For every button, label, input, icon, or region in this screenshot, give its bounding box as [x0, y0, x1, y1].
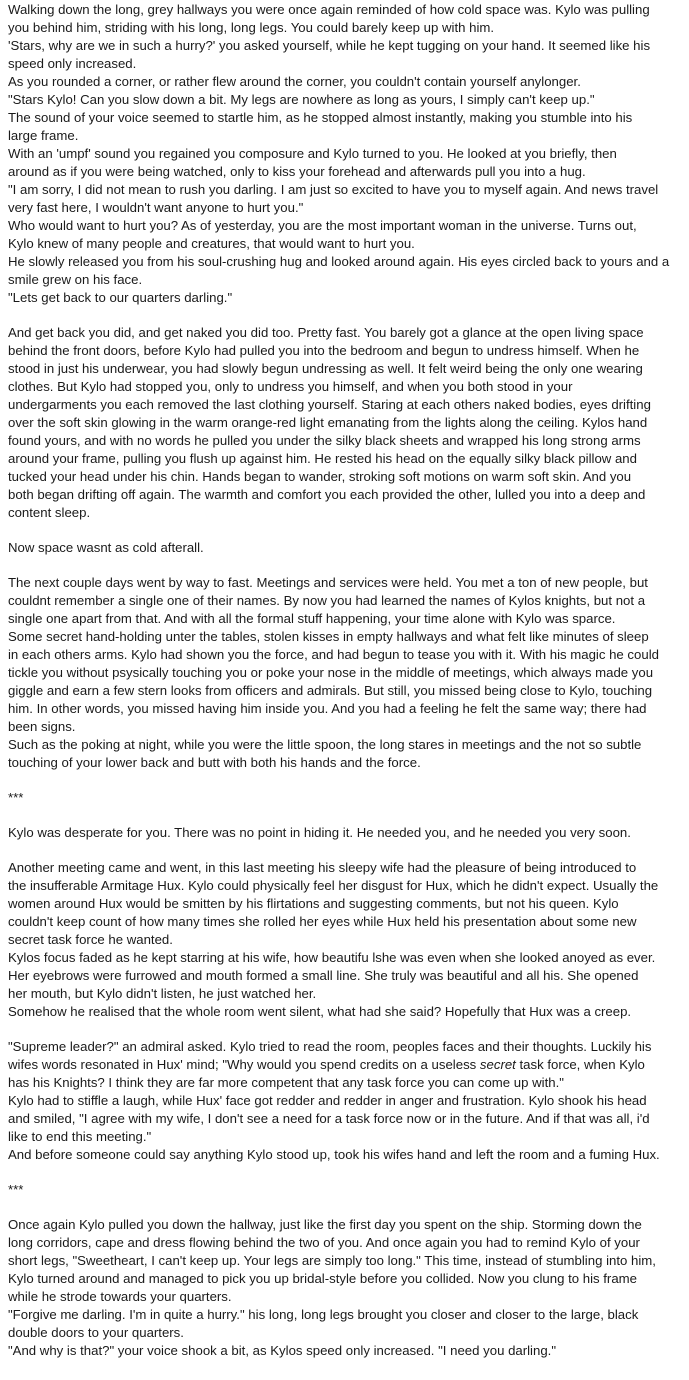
text-line: Another meeting came and went, in this last meeting his sleepy wife had the pleasure of being introduced to [8, 860, 637, 875]
text-line: Kylo turned around and managed to pick you up bridal-style before you collided. Now you clung to his frame [8, 1271, 637, 1286]
text-line: 'Stars, why are we in such a hurry?' you asked yourself, while he kept tugging on your hand. It seemed like his [8, 38, 651, 53]
text-line: Now space wasnt as cold afterall. [8, 540, 204, 555]
text-line: secret task force he wanted. [8, 932, 173, 947]
paragraph-gap [8, 1021, 684, 1038]
text-line: giggle and earn a few stern looks from officers and admirals. But still, you missed being close to Kylo, touching [8, 683, 653, 698]
text-line: long corridors, cape and dress flowing behind the two of you. And once again you had to remind Kylo of your [8, 1235, 640, 1250]
text-line: content sleep. [8, 505, 91, 520]
text-line: And get back you did, and get naked you did too. Pretty fast. You barely got a glance at the open living space [8, 325, 644, 340]
paragraph-gap [8, 772, 684, 789]
text-line: "I am sorry, I did not mean to rush you darling. I am just so excited to have you to myself again. And news travel [8, 182, 659, 197]
text-line: found yours, and with no words he pulled you under the silky black sheets and wrapped his long strong arms [8, 433, 641, 448]
text-line: And before someone could say anything Kylo stood up, took his wifes hand and left the room and a fuming Hux. [8, 1147, 660, 1162]
emphasis-text: secret [479, 1057, 516, 1072]
text-line: undergarments you each removed the last clothing yourself. Staring at each others naked bodies, eyes drifting [8, 397, 651, 412]
text-line: in each others arms. Kylo had shown you the force, and had begun to tease you with it. With his magic he could [8, 647, 659, 662]
text-line: the insufferable Armitage Hux. Kylo could physically feel her disgust for Hux, which he didn't expect. Usually the [8, 878, 659, 893]
text-line: Kylos focus faded as he kept starring at his wife, how beautifu lshe was even when she looked anoyed as ever. [8, 950, 656, 965]
text-line: double doors to your quarters. [8, 1325, 184, 1340]
text-line: single one apart from that. And with all the formal stuff happening, your time alone with Kylo was sparce. [8, 611, 616, 626]
paragraph-gap [8, 1199, 684, 1216]
section-separator: *** [8, 790, 24, 805]
text-line: "Lets get back to our quarters darling." [8, 290, 233, 305]
text-line: while he strode towards your quarters. [8, 1289, 232, 1304]
text-line: "Stars Kylo! Can you slow down a bit. My legs are nowhere as long as yours, I simply can't keep up." [8, 92, 595, 107]
text-line: Somehow he realised that the whole room went silent, what had she said? Hopefully that Hux was a creep. [8, 1004, 632, 1019]
text-line: With an 'umpf' sound you regained you composure and Kylo turned to you. He looked at you briefly, then [8, 146, 617, 161]
text-line: and smiled, "I agree with my wife, I don't see a need for a task force now or in the future. And if that was all, i'd [8, 1111, 650, 1126]
text-line: wifes words resonated in Hux' mind; "Why would you spend credits on a useless secret task force, when Kylo [8, 1057, 645, 1072]
paragraph-gap [8, 307, 684, 324]
paragraph-gap [8, 842, 684, 859]
text-line: Kylo was desperate for you. There was no point in hiding it. He needed you, and he needed you very soon. [8, 825, 631, 840]
text-line: has his Knights? I think they are far more competent that any task force you can come up with." [8, 1075, 564, 1090]
text-line: Such as the poking at night, while you were the little spoon, the long stares in meetings and the not so subtle [8, 737, 642, 752]
text-line: Some secret hand-holding unter the tables, stolen kisses in empty hallways and what felt like minutes of sleep [8, 629, 649, 644]
paragraph-gap [8, 557, 684, 574]
text-line: The next couple days went by way to fast. Meetings and services were held. You met a ton of new people, but [8, 575, 648, 590]
text-line: you behind him, striding with his long, long legs. You could barely keep up with him. [8, 20, 495, 35]
text-line: over the soft skin glowing in the warm orange-red light emanating from the lights along the ceiling. Kylos hand [8, 415, 648, 430]
text-line: short legs, "Sweetheart, I can't keep up. Your legs are simply too long." This time, instead of stumbling into him, [8, 1253, 656, 1268]
paragraph-gap [8, 807, 684, 824]
text-line: her mouth, but Kylo didn't listen, he just watched her. [8, 986, 317, 1001]
text-line: Kylo knew of many people and creatures, that would want to hurt you. [8, 236, 415, 251]
text-line: around as if you were being watched, only to kiss your forehead and afterwards pull you into a hug. [8, 164, 586, 179]
text-line: stood in just his underwear, you had slowly begun undressing as well. It felt weird being the only one wearing [8, 361, 643, 376]
text-line: As you rounded a corner, or rather flew around the corner, you couldn't contain yourself anylonger. [8, 74, 581, 89]
text-line: couldn't keep count of how many times she rolled her eyes while Hux held his presentation about some new [8, 914, 637, 929]
text-line: very fast here, I wouldn't want anyone to hurt you." [8, 200, 304, 215]
text-line: "Supreme leader?" an admiral asked. Kylo tried to read the room, peoples faces and their thoughts. Luckily his [8, 1039, 652, 1054]
paragraph-gap [8, 1164, 684, 1181]
text-line: around your frame, pulling you flush up against him. He rested his head on the equally silky black pillow and [8, 451, 637, 466]
text-line: clothes. But Kylo had stopped you, only to undress you himself, and when you both stood in your [8, 379, 573, 394]
section-separator: *** [8, 1182, 24, 1197]
text-line: speed only increased. [8, 56, 137, 71]
text-line: Her eyebrows were furrowed and mouth formed a small line. She truly was beautiful and all his. She opened [8, 968, 639, 983]
text-line: tickle you without psysically touching you or poke your nose in the middle of meetings, which always made you [8, 665, 654, 680]
story-document [8, 1, 684, 1360]
text-line: couldnt remember a single one of their names. By now you had learned the names of Kylos knights, but not a [8, 593, 646, 608]
text-line: both began drifting off again. The warmth and comfort you each provided the other, lulled you into a deep and [8, 487, 646, 502]
text-line: Kylo had to stiffle a laugh, while Hux' face got redder and redder in anger and frustration. Kylo shook his head [8, 1093, 647, 1108]
text-line: Who would want to hurt you? As of yesterday, you are the most important woman in the universe. Turns out, [8, 218, 637, 233]
text-line: Walking down the long, grey hallways you were once again reminded of how cold space was. Kylo was pulling [8, 2, 650, 17]
text-line: He slowly released you from his soul-crushing hug and looked around again. His eyes circled back to yours and a [8, 254, 670, 269]
paragraph-gap [8, 522, 684, 539]
text-line: been signs. [8, 719, 76, 734]
text-line: tucked your head under his chin. Hands began to wander, stroking soft motions on warm soft skin. And you [8, 469, 632, 484]
text-line: behind the front doors, before Kylo had pulled you into the bedroom and begun to undress himself. When he [8, 343, 640, 358]
text-line: like to end this meeting." [8, 1129, 152, 1144]
text-line: "Forgive me darling. I'm in quite a hurry." his long, long legs brought you closer and closer to the large, black [8, 1307, 639, 1322]
text-line: him. In other words, you missed having him inside you. And you had a feeling he felt the same way; there had [8, 701, 647, 716]
text-line: women around Hux would be smitten by his flirtations and suggesting comments, but not his queen. Kylo [8, 896, 619, 911]
text-line: The sound of your voice seemed to startle him, as he stopped almost instantly, making you stumble into his [8, 110, 633, 125]
text-line: touching of your lower back and butt with both his hands and the force. [8, 755, 421, 770]
text-line: smile grew on his face. [8, 272, 143, 287]
text-line: Once again Kylo pulled you down the hallway, just like the first day you spent on the ship. Storming down the [8, 1217, 642, 1232]
text-line: large frame. [8, 128, 79, 143]
text-line: "And why is that?" your voice shook a bit, as Kylos speed only increased. "I need you darling." [8, 1343, 556, 1358]
